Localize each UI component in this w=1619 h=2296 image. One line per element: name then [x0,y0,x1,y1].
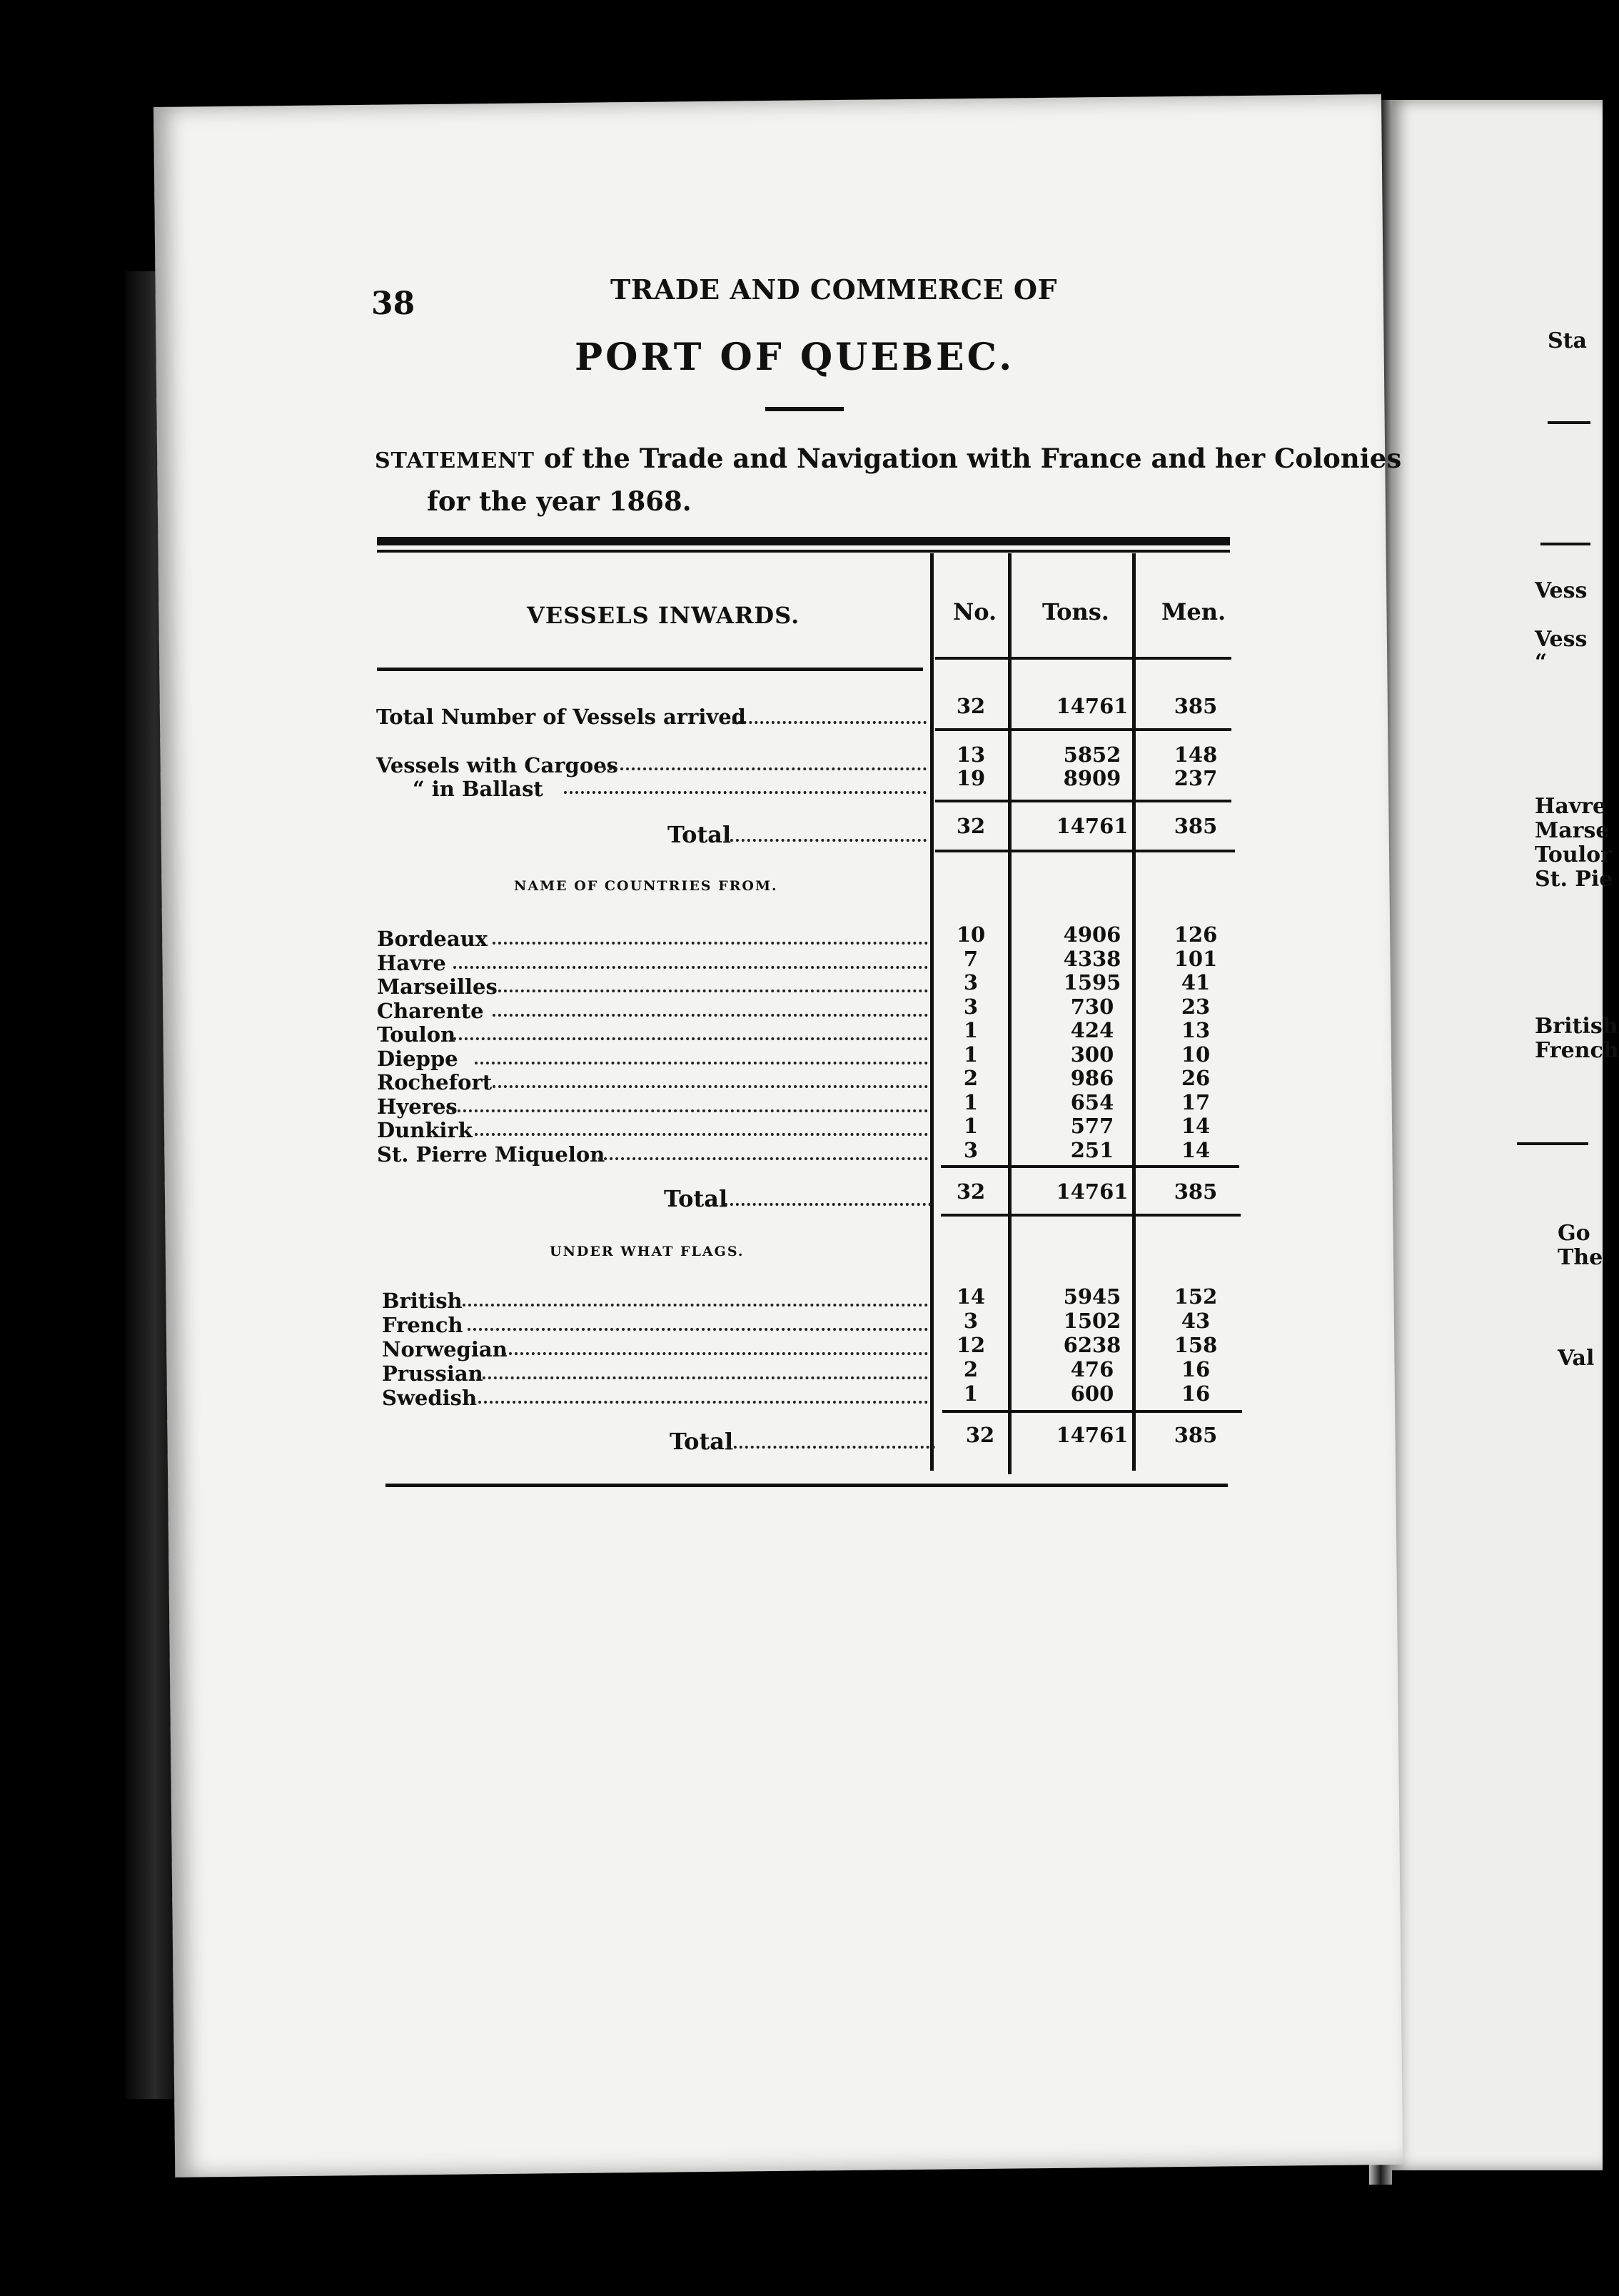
leader-dots [603,767,927,770]
cell-men: 101 [1174,946,1218,971]
cell-tons: 730 [1070,994,1114,1019]
cell-tons: 14761 [1056,1423,1129,1447]
cell-men: 385 [1174,814,1218,838]
total-label: Total [670,1428,734,1455]
cell-no: 1 [963,1089,979,1114]
cell-men: 10 [1181,1042,1211,1067]
leader-dots [493,1085,928,1088]
cell-men: 237 [1174,766,1218,790]
cell-no: 12 [956,1333,986,1357]
facing-page-text: Toulor [1535,842,1612,867]
title-rule [765,407,844,411]
leader-dots [468,1328,928,1331]
subtotal-rule [935,800,1231,802]
cell-no: 1 [963,1114,979,1138]
leader-dots [493,942,928,945]
subtotal-rule [942,1410,1242,1413]
facing-page [1388,100,1603,2170]
row-label: Dieppe [377,1046,458,1071]
row-label: “ in Ballast [413,777,543,801]
cell-men: 126 [1174,922,1218,947]
cell-no: 3 [963,1309,979,1333]
header-rule-left [377,668,923,671]
cell-no: 2 [963,1357,979,1381]
facing-page-text: Vess [1535,627,1588,652]
subtotal-rule [941,1165,1239,1168]
leader-dots [592,1157,928,1160]
cell-tons: 4906 [1063,922,1121,947]
cell-men: 16 [1181,1381,1211,1406]
statement-lead: STATEMENT [375,448,535,473]
section-heading-flags: UNDER WHAT FLAGS. [550,1244,745,1259]
leader-dots [728,1446,935,1449]
row-label: Norwegian [382,1337,508,1361]
cell-men: 26 [1181,1066,1211,1090]
row-label: Prussian [382,1361,483,1386]
total-rule [941,1214,1241,1217]
leader-dots [725,839,927,842]
cell-men: 152 [1174,1284,1218,1309]
statement-line-2: for the year 1868. [427,485,692,517]
table-top-rule [377,537,1230,545]
row-label: Hyeres [377,1094,458,1119]
cell-tons: 5852 [1063,742,1121,767]
cell-tons: 14761 [1056,1179,1129,1204]
header-rule-right [935,657,1231,660]
page-title: PORT OF QUEBEC. [575,336,1015,379]
cell-no: 1 [963,1042,979,1067]
statement-line-1 [375,443,1401,474]
leader-dots [463,1304,928,1306]
running-head: TRADE AND COMMERCE OF [610,273,1057,306]
total-label: Total [664,1185,728,1212]
subtotal-rule [935,728,1231,731]
cell-tons: 251 [1070,1137,1114,1162]
leader-dots [564,791,927,794]
leader-dots [453,1037,928,1040]
total-rule [935,850,1235,852]
cell-no: 7 [963,946,979,971]
cell-men: 385 [1174,1179,1218,1204]
row-label: Vessels with Cargoes [376,753,618,777]
facing-page-rule [1548,421,1590,424]
cell-men: 385 [1174,1423,1218,1447]
cell-tons: 600 [1070,1381,1114,1406]
cell-tons: 8909 [1063,766,1121,790]
cell-men: 14 [1181,1114,1211,1138]
row-label: Havre [377,950,446,975]
cell-men: 43 [1181,1309,1211,1333]
col-header-tons: Tons. [1042,598,1109,625]
cell-no: 13 [956,742,986,767]
facing-page-rule [1540,543,1590,545]
page-number: 38 [371,286,415,322]
cell-tons: 14761 [1056,694,1129,718]
cell-no: 10 [956,922,986,947]
row-label: Toulon [377,1022,456,1047]
cell-tons: 1595 [1063,970,1121,995]
cell-tons: 654 [1070,1089,1114,1114]
row-label: British [382,1289,463,1313]
facing-page-text: British [1535,1014,1618,1039]
facing-page-text: French [1535,1038,1619,1063]
cell-men: 13 [1181,1018,1211,1042]
facing-page-text: Sta [1548,328,1587,353]
cell-tons: 476 [1070,1357,1114,1381]
cell-tons: 300 [1070,1042,1114,1067]
cell-tons: 986 [1070,1066,1114,1090]
col-header-men: Men. [1161,598,1226,625]
row-label: Dunkirk [377,1118,473,1142]
cell-tons: 1502 [1063,1309,1121,1333]
facing-page-text: Val [1558,1346,1595,1371]
cell-no: 32 [956,814,986,838]
cell-men: 41 [1181,970,1211,995]
total-label: Total [667,821,732,848]
section-heading-countries: NAME OF COUNTRIES FROM. [514,878,778,894]
table-top-rule-thin [377,550,1230,553]
cell-tons: 14761 [1056,814,1129,838]
row-label: Charente [377,998,484,1023]
cell-no: 1 [963,1018,979,1042]
leader-dots [725,1203,932,1206]
row-label: French [382,1313,463,1337]
cell-tons: 577 [1070,1114,1114,1138]
cell-men: 158 [1174,1333,1218,1357]
leader-dots [475,1062,928,1064]
cell-men: 17 [1181,1089,1211,1114]
cell-tons: 424 [1070,1018,1114,1042]
cell-no: 32 [956,694,986,718]
cell-tons: 5945 [1063,1284,1121,1309]
cell-no: 32 [956,1179,986,1204]
statement-rest: of the Trade and Navigation with France and her Colonies [543,443,1402,474]
leader-dots [477,1376,928,1379]
cell-men: 385 [1174,694,1218,718]
leader-dots [493,990,928,992]
row-label: Rochefort [377,1070,493,1094]
cell-no: 3 [963,994,979,1019]
row-label: Swedish [382,1386,478,1410]
vessels-inwards-header: VESSELS INWARDS. [527,602,800,629]
cell-no: 2 [963,1066,979,1090]
col-header-no: No. [953,598,997,625]
cell-tons: 4338 [1063,946,1121,971]
facing-page-text: “ [1535,650,1548,675]
row-label: Marseilles [377,975,498,999]
facing-page-rule [1517,1142,1588,1145]
facing-page-text: Havre [1535,794,1607,819]
leader-dots [473,1401,928,1404]
cell-men: 16 [1181,1357,1211,1381]
table-bottom-rule [385,1484,1228,1487]
leader-dots [721,721,927,724]
cell-no: 3 [963,970,979,995]
row-label: Total Number of Vessels arrived [376,705,746,729]
facing-page-text: St. Pie [1535,867,1613,892]
row-label: Bordeaux [377,927,488,951]
cell-no: 1 [963,1381,979,1406]
leader-dots [446,1109,928,1112]
leader-dots [453,966,928,969]
facing-page-text: Vess [1535,578,1588,603]
facing-page-text: Go [1558,1221,1590,1246]
leader-dots [475,1133,928,1136]
cell-no: 19 [956,766,986,790]
cell-men: 14 [1181,1137,1211,1162]
leader-dots [503,1352,928,1355]
cell-tons: 6238 [1063,1333,1121,1357]
facing-page-text: The [1558,1245,1603,1270]
cell-no: 14 [956,1284,986,1309]
cell-men: 148 [1174,742,1218,767]
facing-page-text: Marse [1535,818,1610,843]
leader-dots [493,1014,928,1017]
cell-no: 3 [963,1137,979,1162]
row-label: St. Pierre Miquelon [377,1142,605,1167]
cell-no: 32 [965,1423,995,1447]
cell-men: 23 [1181,994,1211,1019]
